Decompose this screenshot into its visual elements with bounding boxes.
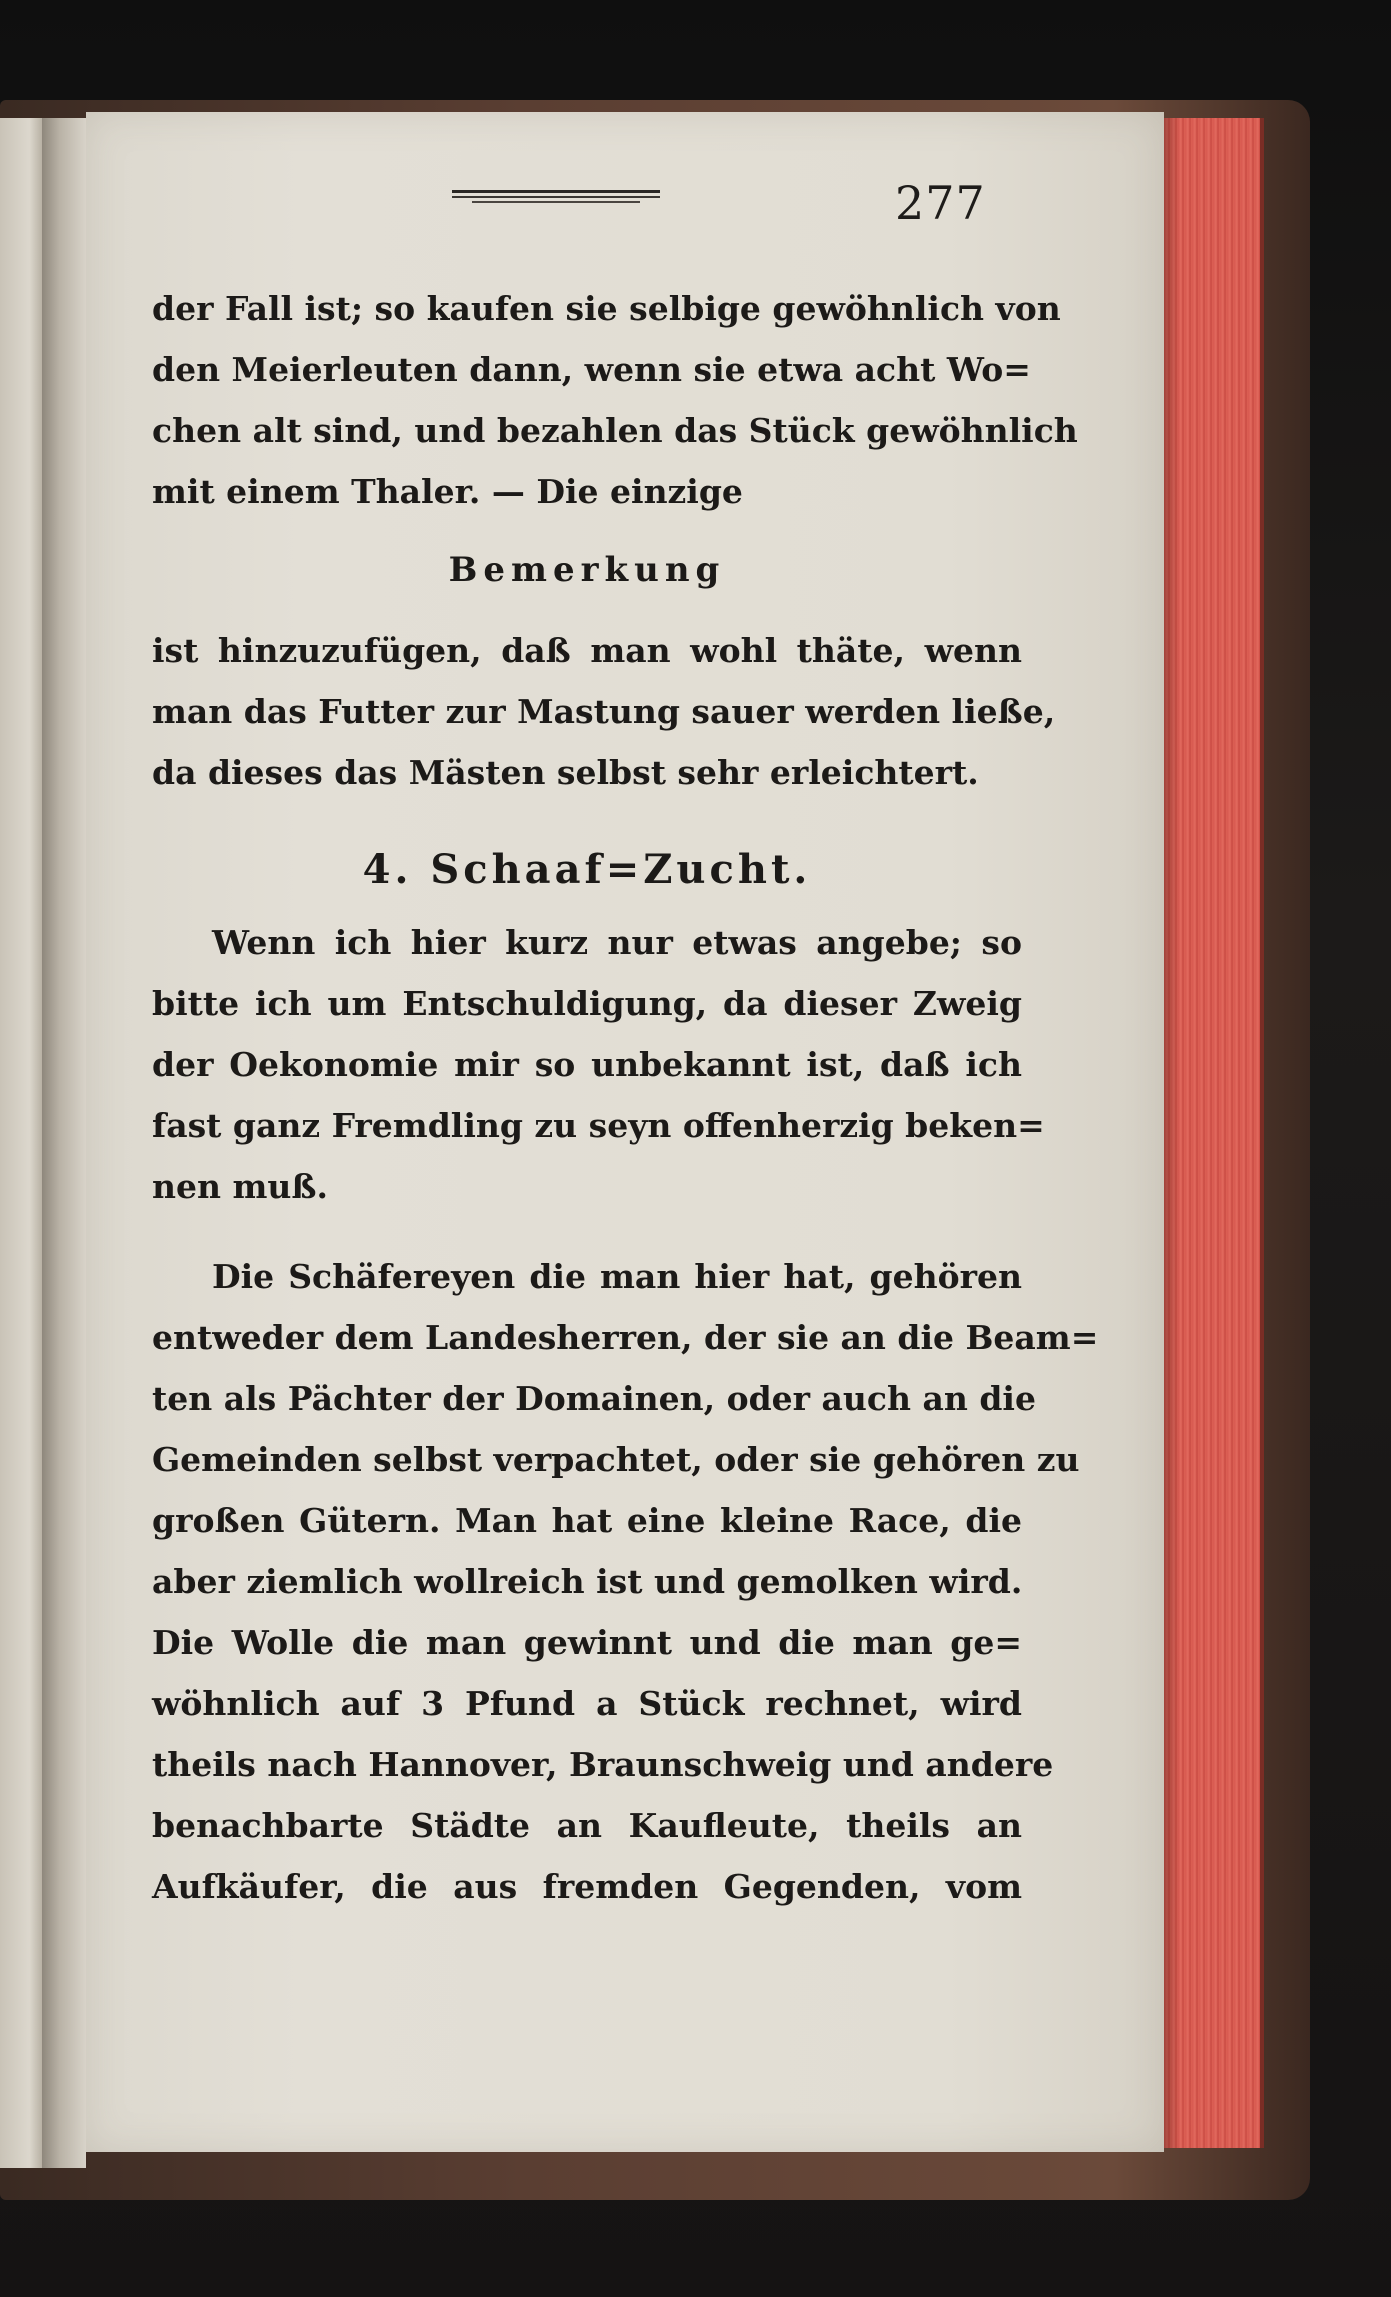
text-line: man das Futter zur Mastung sauer werden ließe,: [152, 692, 1056, 731]
text-line: ten als Pächter der Domainen, oder auch an die: [152, 1379, 1036, 1418]
rule-line: [472, 201, 640, 203]
section-heading: 4. Schaaf=Zucht.: [362, 846, 812, 893]
text-line: benachbarte Städte an Kaufleute, theils an: [152, 1806, 1022, 1845]
text-line: chen alt sind, und bezahlen das Stück gewöhnlich: [152, 411, 1078, 450]
text-line: theils nach Hannover, Braunschweig und andere: [152, 1745, 1054, 1784]
text-line: wöhnlich auf 3 Pfund a Stück rechnet, wird: [152, 1684, 1022, 1723]
left-page-edge: [0, 118, 42, 2168]
paragraph-3: [152, 912, 1045, 1217]
text-line: fast ganz Fremdling zu seyn offenherzig beken=: [152, 1106, 1045, 1145]
text-line: da dieses das Mästen selbst sehr erleichtert.: [152, 753, 979, 792]
rule-line: [452, 190, 660, 193]
paragraph-4: [152, 1246, 1099, 1917]
book-gutter: [42, 118, 86, 2168]
centered-heading-word: Bemerkung: [448, 550, 726, 590]
text-line: aber ziemlich wollreich ist und gemolken wird.: [152, 1562, 1023, 1601]
text-line: ist hinzuzufügen, daß man wohl thäte, wenn: [152, 631, 1022, 670]
text-line: der Fall ist; so kaufen sie selbige gewöhnlich von: [152, 289, 1061, 328]
text-line: der Oekonomie mir so unbekannt ist, daß ich: [152, 1045, 1022, 1084]
text-line: bitte ich um Entschuldigung, da dieser Zweig: [152, 984, 1022, 1023]
text-line: nen muß.: [152, 1167, 328, 1206]
rule-line: [452, 196, 660, 198]
page-number: 277: [895, 176, 986, 230]
header-ornament-rule: [452, 190, 660, 204]
paragraph-1: [152, 278, 1078, 522]
text-line: Wenn ich hier kurz nur etwas angebe; so: [212, 923, 1022, 962]
text-line: Die Schäfereyen die man hier hat, gehören: [212, 1257, 1022, 1296]
text-line: Gemeinden selbst verpachtet, oder sie gehören zu: [152, 1440, 1080, 1479]
text-line: Aufkäufer, die aus fremden Gegenden, vom: [152, 1867, 1022, 1906]
text-line: den Meierleuten dann, wenn sie etwa acht Wo=: [152, 350, 1031, 389]
text-line: mit einem Thaler. — Die einzige: [152, 472, 743, 511]
page-edge-shadow: [1164, 118, 1180, 2148]
text-line: Die Wolle die man gewinnt und die man ge=: [152, 1623, 1022, 1662]
text-line: großen Gütern. Man hat eine kleine Race, die: [152, 1501, 1022, 1540]
text-line: entweder dem Landesherren, der sie an die Beam=: [152, 1318, 1099, 1357]
paragraph-2: [152, 620, 1056, 803]
